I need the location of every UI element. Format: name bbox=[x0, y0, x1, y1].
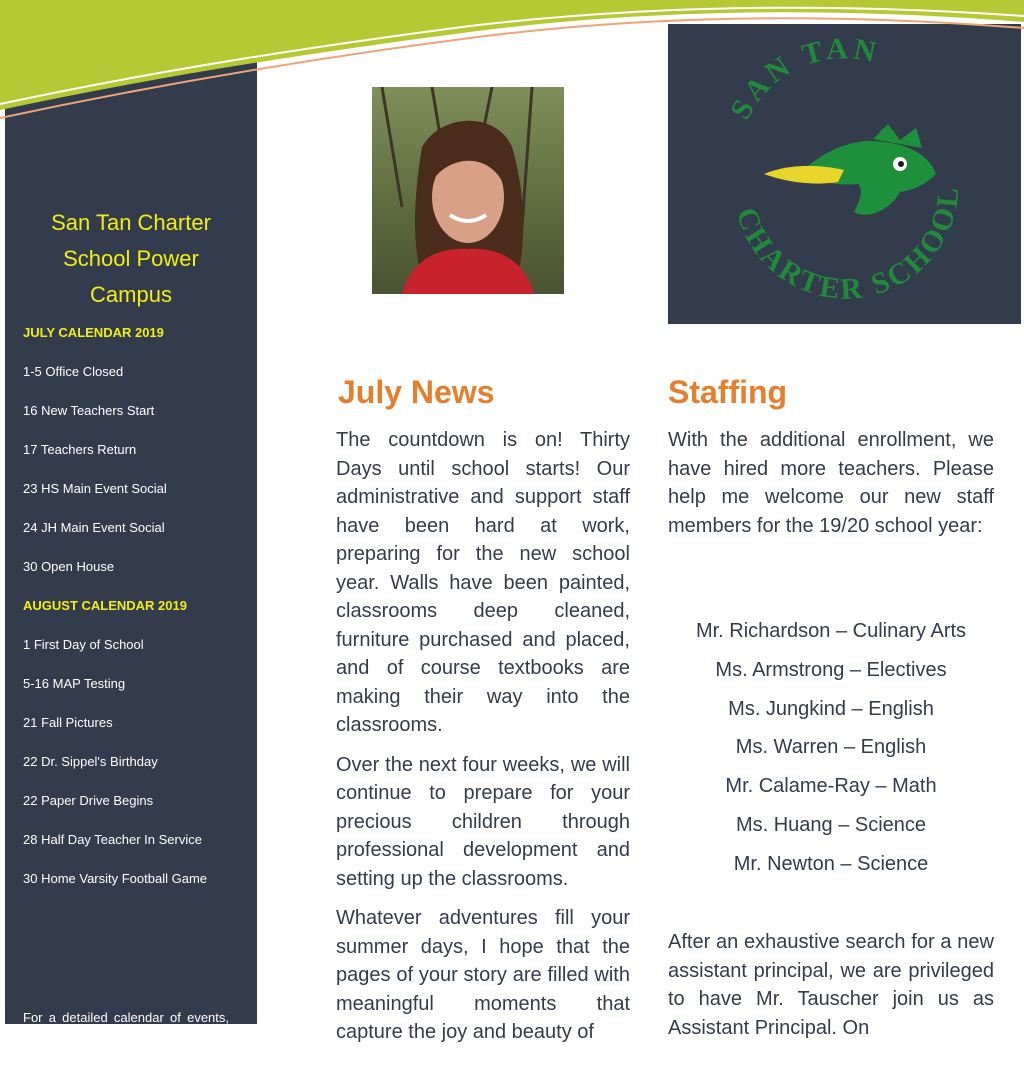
calendar-link[interactable]: https://tinyurl.com/yxuoxrmz bbox=[23, 1072, 185, 1087]
calendar-header-july: JULY CALENDAR 2019 bbox=[23, 325, 164, 340]
calendar-item: 28 Half Day Teacher In Service bbox=[23, 832, 202, 847]
july-news-paragraph: The countdown is on! Thirty Days until school starts! Our administrative and support staff have been hard at work, preparing for the new school year. Walls have been painted, classrooms deep cleaned, furniture purchased and placed, and of course textbooks are making their way into the classrooms. bbox=[336, 429, 630, 736]
calendar-item: 24 JH Main Event Social bbox=[23, 520, 165, 535]
campus-title: San Tan Charter School Power Campus bbox=[51, 210, 211, 307]
calendar-item: 23 HS Main Event Social bbox=[23, 481, 167, 496]
staff-member: Ms. Huang – Science bbox=[735, 813, 927, 836]
staff-member: Mr. Richardson – Culinary Arts bbox=[695, 620, 967, 642]
staff-list bbox=[668, 616, 994, 888]
july-news-body bbox=[336, 426, 630, 1058]
staff-member: Ms. Warren – English bbox=[735, 736, 927, 759]
svg-text:CHARTER SCHOOL bbox=[730, 183, 966, 306]
calendar-item: 17 Teachers Return bbox=[23, 442, 137, 457]
logo-ring-top: SAN TAN bbox=[723, 32, 883, 125]
calendar-item: 22 Paper Drive Begins bbox=[23, 793, 154, 808]
staff-member: Ms. Armstrong – Electives bbox=[715, 658, 947, 681]
calendar-list bbox=[23, 325, 238, 910]
staffing-heading: Staffing bbox=[668, 374, 788, 410]
calendar-item: 5-16 MAP Testing bbox=[23, 676, 126, 691]
calendar-sidebar bbox=[5, 60, 257, 1087]
staffing-closing: After an exhaustive search for a new assistant principal, we are privileged to have Mr. Tauscher join us as Assistant Principal. On bbox=[668, 931, 994, 1039]
calendar-item: 1-5 Office Closed bbox=[23, 364, 124, 379]
logo-ring-bottom: CHARTER SCHOOL bbox=[729, 183, 966, 307]
calendar-note: For a detailed calendar of events, visit: bbox=[23, 1010, 229, 1053]
header-swoosh bbox=[0, 0, 1024, 130]
calendar-item: 30 Open House bbox=[23, 559, 115, 574]
july-news-paragraph: Whatever adventures fill your summer days, I hope that the pages of your story are filled with meaningful moments that capture the joy and beauty of bbox=[336, 907, 630, 1043]
july-news-heading: July News bbox=[338, 374, 495, 410]
calendar-item: 22 Dr. Sippel's Birthday bbox=[23, 754, 158, 769]
july-news-paragraph: Over the next four weeks, we will continue to prepare for your precious children through professional development and setting up the classrooms. bbox=[336, 753, 630, 890]
staffing-intro: With the additional enrollment, we have hired more teachers. Please help me welcome our new staff members for the 19/20 school year: bbox=[668, 429, 994, 537]
calendar-header-august: AUGUST CALENDAR 2019 bbox=[23, 598, 187, 613]
staff-member: Ms. Jungkind – English bbox=[728, 697, 934, 720]
staff-member: Mr. Calame-Ray – Math bbox=[725, 775, 937, 798]
calendar-item: 30 Home Varsity Football Game bbox=[23, 871, 207, 886]
calendar-item: 21 Fall Pictures bbox=[23, 715, 113, 730]
calendar-item: 16 New Teachers Start bbox=[23, 403, 155, 418]
calendar-item: 1 First Day of School bbox=[23, 637, 144, 652]
staff-member: Mr. Newton – Science bbox=[733, 852, 929, 875]
